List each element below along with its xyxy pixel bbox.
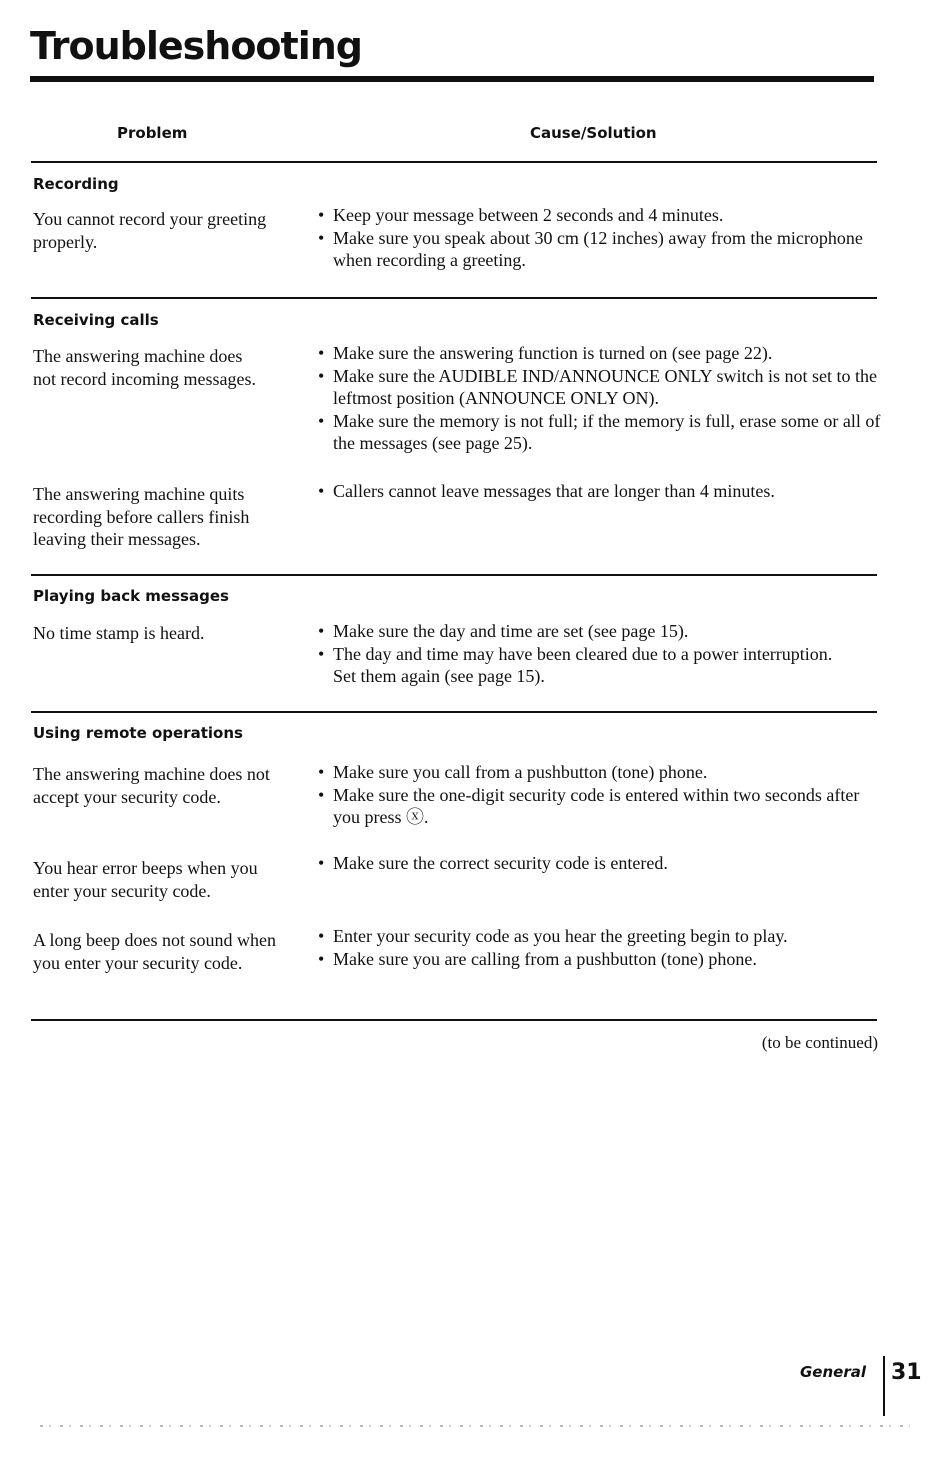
problem-text: You hear error beeps when you enter your security code.	[33, 858, 258, 901]
problem-text: You cannot record your greeting properly.	[33, 209, 267, 252]
cause-item: • Make sure the answering function is turned on (see page 22).	[318, 342, 888, 365]
section-heading-remote-operations: Using remote operations	[33, 724, 243, 742]
cause-list	[318, 620, 838, 688]
problem-text: The answering machine does not accept your security code.	[33, 764, 270, 807]
problem-column-header: Problem	[117, 124, 188, 142]
cause-item: • Make sure the memory is not full; if the memory is full, erase some or all of the messages (see page 25).	[318, 410, 888, 455]
cause-list	[318, 761, 888, 829]
problem-text: The answering machine quits recording before callers finish leaving their messages.	[33, 484, 250, 549]
cause-list	[318, 480, 888, 503]
cause-column-header: Cause/Solution	[530, 124, 657, 142]
section-heading-recording: Recording	[33, 175, 119, 193]
cause-list	[318, 204, 888, 272]
footer-divider	[883, 1356, 885, 1416]
problem-text: No time stamp is heard.	[33, 623, 205, 643]
cause-item: • Make sure you speak about 30 cm (12 inches) away from the microphone when recording a greeting.	[318, 227, 888, 272]
footer-section-label: General	[800, 1363, 866, 1381]
problem-text: A long beep does not sound when you enter your security code.	[33, 930, 276, 973]
cause-item: • Keep your message between 2 seconds and 4 minutes.	[318, 204, 888, 227]
section-divider	[31, 711, 877, 713]
cause-list	[318, 852, 888, 875]
cause-item: • Make sure the correct security code is entered.	[318, 852, 888, 875]
section-divider	[31, 574, 877, 576]
cause-item: • Make sure the day and time are set (see page 15).	[318, 620, 838, 643]
section-heading-receiving-calls: Receiving calls	[33, 311, 159, 329]
cause-item: • Enter your security code as you hear the greeting begin to play.	[318, 925, 888, 948]
section-divider	[31, 297, 877, 299]
cause-item: • Make sure the AUDIBLE IND/ANNOUNCE ONLY switch is not set to the leftmost position (ANNOUNCE ONLY ON).	[318, 365, 888, 410]
problem-text: The answering machine does not record incoming messages.	[33, 346, 256, 389]
cause-item: • Make sure you are calling from a pushbutton (tone) phone.	[318, 948, 888, 971]
cause-item: • Make sure the one-digit security code is entered within two seconds after you press ⓧ.	[318, 784, 888, 829]
cause-item: • Make sure you call from a pushbutton (tone) phone.	[318, 761, 888, 784]
page-title: Troubleshooting	[30, 24, 362, 68]
cause-item: • The day and time may have been cleared due to a power interruption. Set them again (see page 15).	[318, 643, 838, 688]
cause-item: • Callers cannot leave messages that are longer than 4 minutes.	[318, 480, 888, 503]
page-number: 31	[891, 1360, 922, 1385]
section-heading-playing-back: Playing back messages	[33, 587, 229, 605]
cause-list	[318, 925, 888, 970]
title-rule	[30, 76, 874, 82]
cause-list	[318, 342, 888, 455]
continued-note: (to be continued)	[761, 1033, 878, 1052]
section-divider	[31, 1019, 877, 1021]
section-divider	[31, 161, 877, 163]
scan-artifact	[40, 1425, 910, 1427]
